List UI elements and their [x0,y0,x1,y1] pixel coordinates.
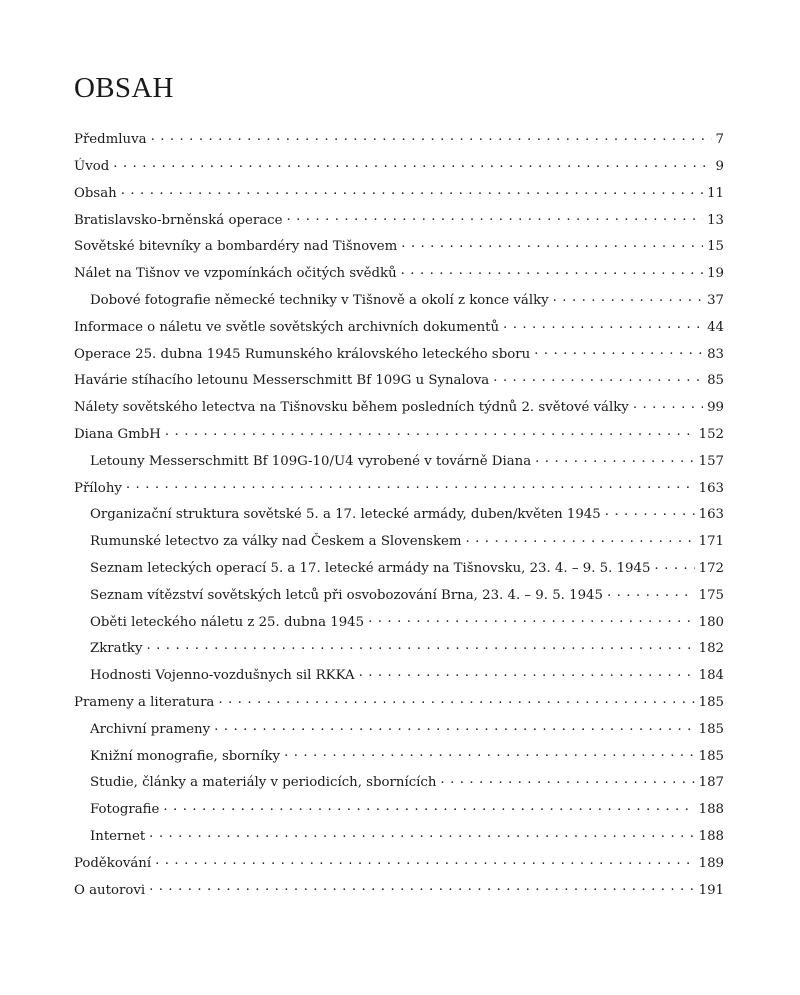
toc-entry-title: Informace o náletu ve světle sovětských archivních dokumentů [74,319,500,335]
toc-entry-title: Knižní monografie, sborníky [90,748,281,764]
toc-entry[interactable] [74,478,724,505]
toc-entry-page-number: 44 [707,319,724,335]
toc-entry-title: Úvod [74,159,110,175]
toc-entry-title: Bratislavsko-brněnská operace [74,212,283,228]
toc-entry-page-number: 180 [698,614,724,630]
toc-entry-page-number: 163 [698,507,724,523]
table-of-contents [74,130,724,907]
toc-entry-title: Havárie stíhacího letounu Messerschmitt Bf 109G u Synalova [74,373,490,389]
toc-dot-leader [368,612,695,625]
toc-entry-page-number: 11 [707,185,724,201]
toc-dot-leader [155,854,694,867]
toc-entry-title: Nálety sovětského letectva na Tišnovsku během posledních týdnů 2. světové války [74,400,629,416]
toc-entry-page-number: 185 [698,721,724,737]
toc-entry[interactable] [74,612,724,639]
toc-entry-page-number: 163 [698,480,724,496]
toc-entry-title: Hodnosti Vojenno-vozdušnych sil RKKA [90,668,355,684]
toc-dot-leader [151,130,712,143]
toc-entry[interactable] [74,720,724,747]
toc-dot-leader [149,827,694,840]
toc-entry-title: Přílohy [74,480,122,496]
toc-entry[interactable] [74,371,724,398]
toc-entry-page-number: 19 [707,266,724,282]
toc-entry[interactable] [74,184,724,211]
toc-entry-page-number: 188 [698,829,724,845]
toc-entry-title: Obsah [74,185,117,201]
toc-entry[interactable] [74,559,724,586]
toc-entry-title: Prameny a literatura [74,695,215,711]
toc-dot-leader [218,693,694,706]
toc-dot-leader [440,773,694,786]
toc-entry[interactable] [74,157,724,184]
toc-dot-leader [121,184,703,197]
toc-dot-leader [633,398,703,411]
toc-dot-leader [654,559,694,572]
toc-entry-page-number: 187 [698,775,724,791]
toc-entry[interactable] [74,773,724,800]
toc-entry[interactable] [74,854,724,881]
toc-entry-page-number: 188 [698,802,724,818]
toc-entry[interactable] [74,264,724,291]
toc-entry-page-number: 13 [707,212,724,228]
toc-dot-leader [535,452,694,465]
toc-entry[interactable] [74,666,724,693]
toc-entry-page-number: 37 [707,293,724,309]
toc-entry[interactable] [74,639,724,666]
toc-entry-page-number: 99 [707,400,724,416]
toc-dot-leader [163,800,694,813]
toc-entry[interactable] [74,505,724,532]
toc-entry-title: Fotografie [90,802,160,818]
toc-entry-page-number: 191 [698,882,724,898]
toc-entry[interactable] [74,318,724,345]
toc-entry-page-number: 185 [698,748,724,764]
toc-entry-page-number: 172 [698,561,724,577]
toc-entry-title: Internet [90,829,146,845]
toc-entry[interactable] [74,398,724,425]
toc-dot-leader [359,666,695,679]
toc-entry-title: Zkratky [90,641,143,657]
toc-entry-page-number: 171 [698,534,724,550]
toc-dot-leader [113,157,711,170]
toc-dot-leader [503,318,703,331]
toc-entry-page-number: 185 [698,695,724,711]
toc-entry[interactable] [74,746,724,773]
toc-dot-leader [214,720,694,733]
toc-entry-page-number: 15 [707,239,724,255]
toc-entry-title: Rumunské letectvo za války nad Českem a Slovenskem [90,534,462,550]
toc-entry[interactable] [74,532,724,559]
toc-entry-page-number: 152 [698,427,724,443]
toc-entry-page-number: 9 [715,159,724,175]
toc-entry-page-number: 184 [698,668,724,684]
toc-entry-title: Předmluva [74,132,147,148]
toc-dot-leader [286,210,703,223]
toc-entry-title: Diana GmbH [74,427,161,443]
toc-entry-page-number: 189 [698,855,724,871]
toc-dot-leader [284,746,695,759]
toc-dot-leader [553,291,703,304]
toc-entry-page-number: 85 [707,373,724,389]
toc-entry-title: Studie, články a materiály v periodicích, sbornících [90,775,437,791]
toc-entry[interactable] [74,210,724,237]
toc-entry-title: Letouny Messerschmitt Bf 109G-10/U4 vyrobené v továrně Diana [90,453,532,469]
toc-entry[interactable] [74,425,724,452]
toc-dot-leader [401,237,703,250]
toc-dot-leader [149,880,695,893]
toc-entry[interactable] [74,237,724,264]
toc-dot-leader [605,505,695,518]
toc-entry-title: O autorovi [74,882,146,898]
toc-entry-page-number: 83 [707,346,724,362]
toc-entry-title: Operace 25. dubna 1945 Rumunského královského leteckého sboru [74,346,531,362]
toc-entry-title: Seznam leteckých operací 5. a 17. letecké armády na Tišnovsku, 23. 4. – 9. 5. 1945 [90,561,651,577]
toc-entry-title: Seznam vítězství sovětských letců při osvobozování Brna, 23. 4. – 9. 5. 1945 [90,587,603,603]
toc-entry-title: Nálet na Tišnov ve vzpomínkách očitých svědků [74,266,397,282]
toc-dot-leader [607,586,695,599]
toc-entry-page-number: 182 [698,641,724,657]
toc-dot-leader [401,264,703,277]
toc-entry[interactable] [74,586,724,613]
toc-entry[interactable] [74,693,724,720]
toc-dot-leader [466,532,695,545]
toc-dot-leader [147,639,695,652]
toc-entry-page-number: 175 [698,587,724,603]
toc-entry-title: Dobové fotografie německé techniky v Tišnově a okolí z konce války [90,293,549,309]
toc-entry[interactable] [74,880,724,907]
toc-entry-title: Sovětské bitevníky a bombardéry nad Tišnovem [74,239,398,255]
toc-entry-title: Oběti leteckého náletu z 25. dubna 1945 [90,614,365,630]
toc-entry[interactable] [74,291,724,318]
toc-entry[interactable] [74,130,724,157]
toc-entry-title: Organizační struktura sovětské 5. a 17. letecké armády, duben/květen 1945 [90,507,601,523]
toc-entry-page-number: 157 [698,453,724,469]
toc-entry[interactable] [74,800,724,827]
toc-entry[interactable] [74,452,724,479]
toc-entry[interactable] [74,827,724,854]
toc-entry-page-number: 7 [715,132,724,148]
page-title: OBSAH [74,72,174,104]
toc-entry-title: Archivní prameny [90,721,211,737]
toc-dot-leader [126,478,695,491]
toc-entry[interactable] [74,344,724,371]
toc-dot-leader [534,344,703,357]
toc-dot-leader [493,371,703,384]
toc-dot-leader [165,425,695,438]
toc-entry-title: Poděkování [74,855,152,871]
